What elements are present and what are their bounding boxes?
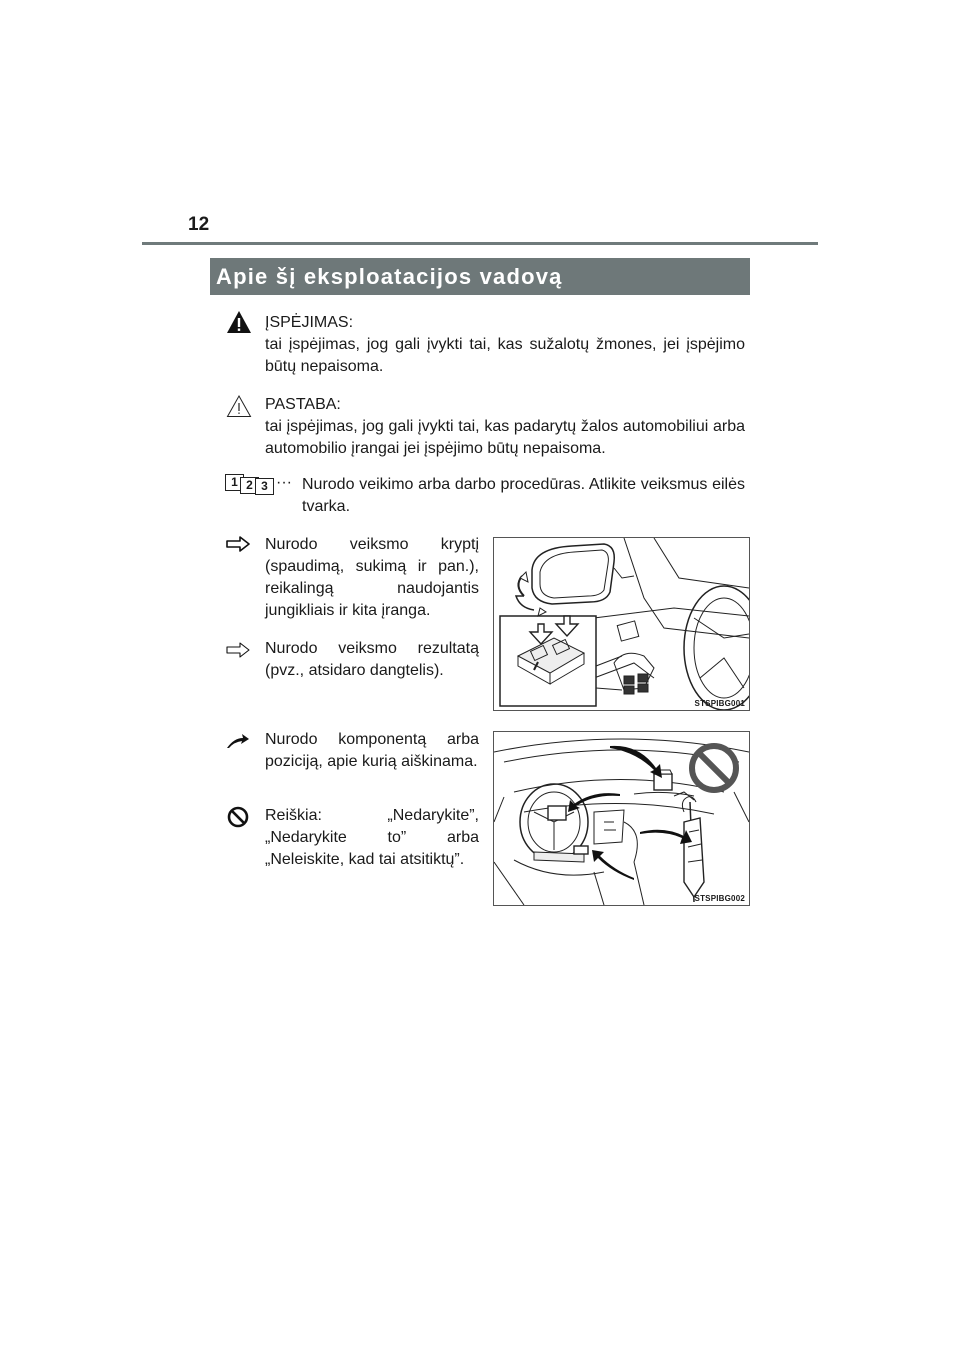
step-badge: 2 (240, 477, 259, 494)
page-number: 12 (188, 214, 210, 235)
component-text: Nurodo komponentą arba poziciją, apie kurią aiškinama. (265, 731, 479, 770)
section-title: Apie šį eksploatacijos vadovą (210, 258, 750, 295)
notice-label: PASTABA: (265, 396, 341, 413)
steps-text: Nurodo veikimo arba darbo procedūras. Atlikite veiksmus eilės tvarka. (302, 476, 745, 515)
step-badge: 3 (255, 478, 274, 495)
warning-label: ĮSPĖJIMAS: (265, 314, 354, 331)
mirror-switch-illustration (494, 538, 749, 710)
result-text: Nurodo veiksmo rezultatą (pvz., atsidaro dangtelis). (265, 640, 479, 679)
notice-triangle-icon (226, 394, 252, 418)
step-badge: 1 (225, 474, 244, 491)
notice-text: tai įspėjimas, jog gali įvykti tai, kas padarytų žalos automobiliui arba automobilio įrangai jei įspėjimo būtų nepaisoma. (265, 418, 745, 457)
outline-arrow-icon (226, 536, 250, 552)
mirror-switch-figure (493, 537, 750, 711)
warning-text: tai įspėjimas, jog gali įvykti tai, kas sužalotų žmones, jei įspėjimo būtų nepaisoma. (265, 336, 745, 375)
prohibit-text: Reiškia: „Nedarykite”, „Nedarykite to” arba „Neleiskite, kad tai atsitiktų”. (265, 807, 479, 868)
prohibition-icon (227, 806, 249, 828)
step-ellipsis: ··· (276, 474, 292, 491)
step-number-icon (225, 474, 275, 494)
figure-code: STSPIBG001 (694, 699, 745, 708)
hollow-arrow-icon (226, 642, 250, 658)
header-rule (142, 242, 818, 245)
action-text: Nurodo veiksmo kryptį (spaudimą, sukimą ir pan.), reikalingą naudojantis jungikliais ir kita įranga. (265, 536, 479, 619)
warning-triangle-icon (226, 310, 252, 334)
curved-arrow-icon (226, 733, 250, 749)
figure-code: STSPIBG002 (694, 894, 745, 903)
cockpit-prohibition-figure (493, 731, 750, 906)
cockpit-illustration (494, 732, 749, 905)
